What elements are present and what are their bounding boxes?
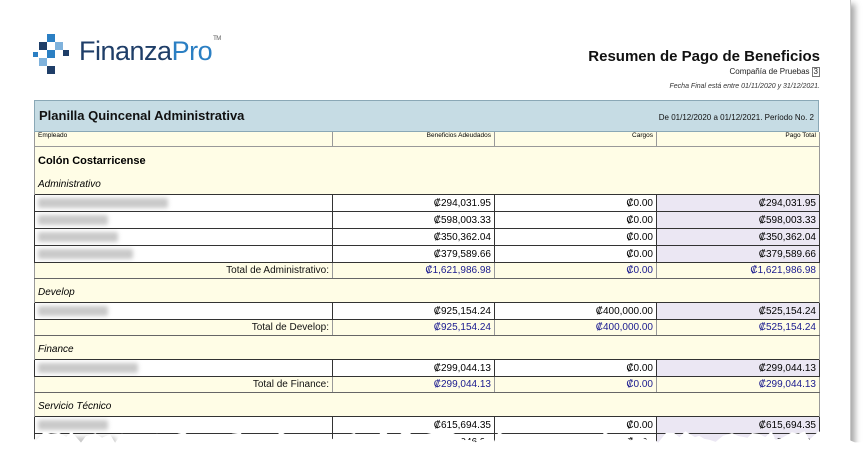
date-filter-note: Fecha Final está entre 01/11/2020 y 31/12/2021. xyxy=(669,83,820,90)
total-cargos: ₡0.00 xyxy=(495,377,657,393)
pago-cell: ₡350,362.04 xyxy=(657,229,820,246)
group-row xyxy=(35,397,820,417)
total-cargos: ₡400,000.00 xyxy=(495,320,657,336)
report-band xyxy=(34,100,819,132)
col-pago-total: Pago Total xyxy=(657,132,820,147)
pago-cell: ₡299,044.13 xyxy=(657,360,820,377)
group-total-row xyxy=(35,263,820,279)
cargos-cell: ₡0.00 xyxy=(495,195,657,212)
torn-edge xyxy=(0,428,868,453)
company-line xyxy=(729,67,820,77)
group-total-row xyxy=(35,320,820,336)
beneficios-cell: ₡379,589.66 xyxy=(333,246,495,263)
total-pago: ₡1,621,986.98 xyxy=(657,263,820,279)
col-beneficios: Beneficios Adeudados xyxy=(333,132,495,147)
logo-wordmark xyxy=(79,36,221,67)
cargos-cell: ₡400,000.00 xyxy=(495,303,657,320)
cargos-cell: ₡0.00 xyxy=(495,229,657,246)
employee-cell xyxy=(35,229,333,246)
table-row xyxy=(35,229,820,246)
cargos-cell: ₡0.00 xyxy=(495,360,657,377)
logo-mark-icon xyxy=(33,32,77,74)
group-total-row xyxy=(35,377,820,393)
payroll-report xyxy=(34,100,819,451)
beneficios-cell: ₡299,044.13 xyxy=(333,360,495,377)
group-name: Servicio Técnico xyxy=(35,397,820,417)
pago-cell: ₡294,031.95 xyxy=(657,195,820,212)
total-beneficios: ₡925,154.24 xyxy=(333,320,495,336)
total-cargos: ₡0.00 xyxy=(495,263,657,279)
employee-cell xyxy=(35,360,333,377)
total-pago: ₡299,044.13 xyxy=(657,377,820,393)
cargos-cell: ₡0.00 xyxy=(495,246,657,263)
table-row xyxy=(35,360,820,377)
beneficios-cell: ₡925,154.24 xyxy=(333,303,495,320)
table-row xyxy=(35,246,820,263)
column-header-row xyxy=(35,132,820,147)
cargos-cell: ₡0.00 xyxy=(495,417,657,434)
total-label: Total de Administrativo: xyxy=(35,263,333,279)
beneficios-cell: ₡294,031.95 xyxy=(333,195,495,212)
currency-label: Colón Costarricense xyxy=(35,147,820,176)
pago-cell: ₡379,589.66 xyxy=(657,246,820,263)
group-row xyxy=(35,340,820,360)
currency-row xyxy=(35,147,820,176)
beneficios-cell: ₡615,694.35 xyxy=(333,417,495,434)
cargos-cell: ₡0.00 xyxy=(495,212,657,229)
pago-cell: ₡598,003.33 xyxy=(657,212,820,229)
group-name: Finance xyxy=(35,340,820,360)
redacted-employee xyxy=(38,363,138,373)
pago-cell: ₡525,154.24 xyxy=(657,303,820,320)
group-row xyxy=(35,175,820,195)
period-range: De 01/12/2020 a 01/12/2021. Período No. 2 xyxy=(658,113,814,122)
employee-cell xyxy=(35,246,333,263)
total-beneficios: ₡1,621,986.98 xyxy=(333,263,495,279)
col-cargos: Cargos xyxy=(495,132,657,147)
redacted-employee xyxy=(38,198,168,208)
col-empleado: Empleado xyxy=(35,132,333,147)
logo-trademark: TM xyxy=(213,36,221,42)
total-beneficios: ₡299,044.13 xyxy=(333,377,495,393)
employee-cell xyxy=(35,195,333,212)
logo-word-finanza: Finanza xyxy=(79,36,172,66)
total-label: Total de Finance: xyxy=(35,377,333,393)
payroll-title: Planilla Quincenal Administrativa xyxy=(39,108,245,123)
report-title: Resumen de Pago de Beneficios xyxy=(588,48,820,65)
beneficios-cell: ₡350,362.04 xyxy=(333,229,495,246)
group-name: Administrativo xyxy=(35,175,820,195)
company-name: Compañía de Pruebas xyxy=(729,67,810,76)
logo-word-pro: Pro xyxy=(171,36,213,66)
employee-cell xyxy=(35,212,333,229)
pago-cell: ₡615,694.35 xyxy=(657,417,820,434)
table-row xyxy=(35,303,820,320)
employee-cell xyxy=(35,303,333,320)
group-name: Develop xyxy=(35,283,820,303)
table-row xyxy=(35,195,820,212)
beneficios-cell: ₡598,003.33 xyxy=(333,212,495,229)
benefits-table xyxy=(34,132,820,451)
redacted-employee xyxy=(38,232,118,242)
redacted-employee xyxy=(38,215,108,225)
redacted-employee xyxy=(38,306,108,316)
redacted-employee xyxy=(38,249,133,259)
total-pago: ₡525,154.24 xyxy=(657,320,820,336)
finanzapro-logo xyxy=(33,30,233,74)
table-row xyxy=(35,212,820,229)
company-code: 3 xyxy=(813,67,818,76)
total-label: Total de Develop: xyxy=(35,320,333,336)
group-row xyxy=(35,283,820,303)
